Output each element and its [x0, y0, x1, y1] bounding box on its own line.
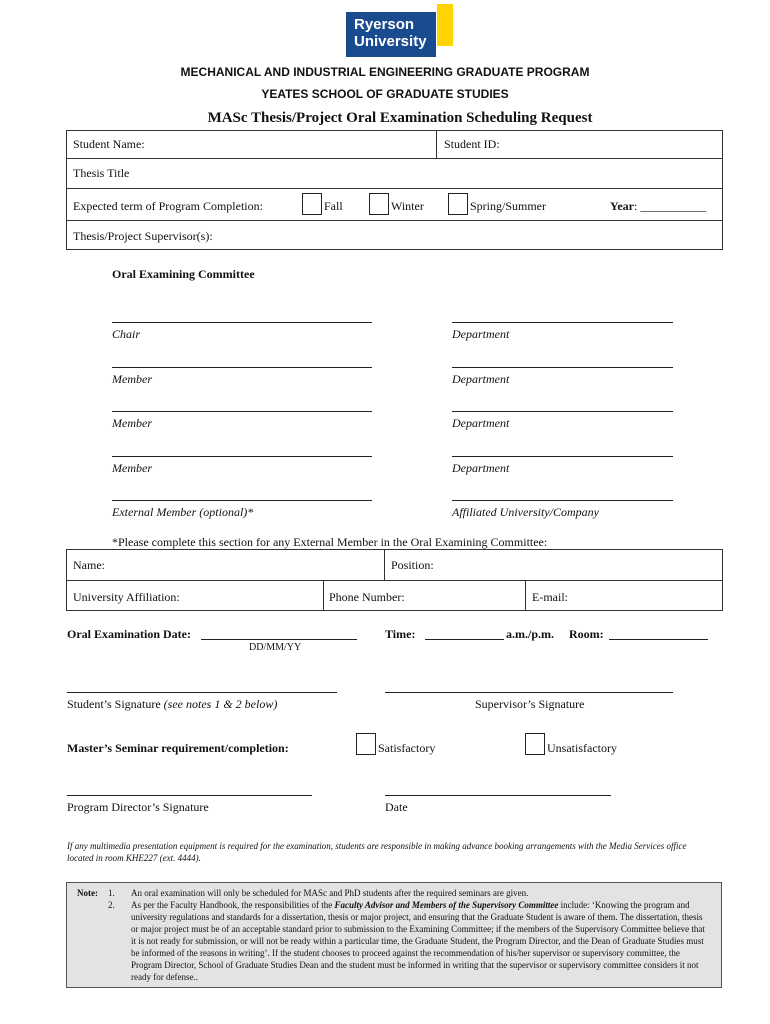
director-signature-label: Program Director’s Signature — [67, 800, 209, 814]
member2-line[interactable] — [112, 411, 372, 412]
student-signature-text: Student’s Signature — [67, 697, 161, 711]
director-signature-line[interactable] — [67, 795, 312, 796]
member1-dept-line[interactable] — [452, 367, 673, 368]
logo-accent-bar — [437, 4, 453, 46]
year-label: Year — [610, 199, 634, 213]
time-line[interactable] — [425, 639, 504, 640]
school-heading: YEATES SCHOOL OF GRADUATE STUDIES — [261, 87, 509, 101]
external-member-line[interactable] — [112, 500, 372, 501]
chair-dept-label: Department — [452, 327, 510, 341]
multimedia-note: If any multimedia presentation equipment is required for the examination, students are responsible in making advance booking arrangements with the Media Services office located in room KHE227 (ext. 4444). — [67, 841, 687, 863]
program-heading: MECHANICAL AND INDUSTRIAL ENGINEERING GRADUATE PROGRAM — [180, 65, 590, 79]
winter-label: Winter — [391, 199, 424, 213]
student-name-field[interactable]: Student Name: — [73, 137, 145, 151]
note-2-text — [131, 899, 711, 983]
member3-label: Member — [112, 461, 152, 475]
date-format-hint: DD/MM/YY — [249, 642, 302, 653]
note-1-text: An oral examination will only be scheduled for MASc and PhD students after the required seminars are given. — [131, 888, 529, 898]
unsatisfactory-label: Unsatisfactory — [547, 741, 617, 755]
note-2-number: 2. — [108, 900, 115, 910]
committee-heading: Oral Examining Committee — [112, 267, 255, 281]
student-id-field[interactable]: Student ID: — [444, 137, 500, 151]
satisfactory-label: Satisfactory — [378, 741, 436, 755]
logo-line1: Ryerson — [354, 16, 415, 33]
ampm-label: a.m./p.m. — [506, 627, 554, 641]
chair-dept-line[interactable] — [452, 322, 673, 323]
ryerson-logo — [346, 12, 436, 57]
member3-line[interactable] — [112, 456, 372, 457]
member1-line[interactable] — [112, 367, 372, 368]
date-line[interactable] — [385, 795, 611, 796]
external-note: *Please complete this section for any External Member in the Oral Examining Committee: — [112, 535, 548, 549]
ext-phone-field[interactable]: Phone Number: — [329, 590, 405, 604]
affiliation-line[interactable] — [452, 500, 673, 501]
ext-affiliation-field[interactable]: University Affiliation: — [73, 590, 180, 604]
external-member-label: External Member (optional)* — [112, 505, 254, 519]
chair-label: Chair — [112, 327, 141, 341]
expected-term-label: Expected term of Program Completion: — [73, 199, 263, 213]
supervisors-field[interactable]: Thesis/Project Supervisor(s): — [73, 229, 213, 243]
affiliation-label: Affiliated University/Company — [452, 505, 599, 519]
note-1-number: 1. — [108, 888, 115, 898]
logo-line2: University — [354, 33, 427, 50]
member3-dept-label: Department — [452, 461, 510, 475]
spring-summer-checkbox[interactable] — [448, 193, 468, 215]
satisfactory-checkbox[interactable] — [356, 733, 376, 755]
member2-dept-label: Department — [452, 416, 510, 430]
member2-label: Member — [112, 416, 152, 430]
exam-date-line[interactable] — [201, 639, 357, 640]
year-line: : ___________ — [634, 199, 707, 213]
unsatisfactory-checkbox[interactable] — [525, 733, 545, 755]
student-signature-note: (see notes 1 & 2 below) — [163, 697, 278, 711]
member1-label: Member — [112, 372, 152, 386]
spring-summer-label: Spring/Summer — [470, 199, 547, 213]
notes-label: Note: — [77, 888, 98, 898]
time-label: Time: — [385, 627, 416, 641]
chair-line[interactable] — [112, 322, 372, 323]
date-label: Date — [385, 800, 408, 814]
exam-date-label: Oral Examination Date: — [67, 627, 191, 641]
ext-name-field[interactable]: Name: — [73, 558, 105, 572]
thesis-title-field[interactable]: Thesis Title — [73, 166, 130, 180]
note-2-text-c: include: ‘Knowing the program and university regulations and standards for a dissertation, thesis or major project, and ensuring that the Graduate Student is aware of them. The dissertation, thesis or major project must be of an acceptable standard prior to submission to the Examining Committee; if the members of the Supervisory Committee believe that it is not ready for submission, or will not be ready within a particular time, the Graduate Student, the Program Director, and the Dean of Graduate Studies must be informed of the reasons in writing’. If the student chooses to proceed against the recommendation of his/her supervisor or supervisory committee, the Program Director, School of Graduate Studies Dean and the student must be informed in writing that the supervisor or supervisory committee considers it not ready for defense.. — [131, 900, 705, 982]
notes-box — [66, 882, 722, 988]
fall-checkbox[interactable] — [302, 193, 322, 215]
supervisor-signature-label: Supervisor’s Signature — [475, 697, 585, 711]
fall-label: Fall — [324, 199, 343, 213]
form-title: MASc Thesis/Project Oral Examination Scheduling Request — [207, 110, 593, 126]
note-2-text-a: As per the Faculty Handbook, the responsibilities of the — [131, 900, 335, 910]
room-label: Room: — [569, 627, 604, 641]
student-signature-label — [67, 697, 277, 712]
room-line[interactable] — [609, 639, 708, 640]
student-signature-line[interactable] — [67, 692, 337, 693]
member2-dept-line[interactable] — [452, 411, 673, 412]
year-field[interactable] — [610, 199, 706, 214]
winter-checkbox[interactable] — [369, 193, 389, 215]
supervisor-signature-line[interactable] — [385, 692, 673, 693]
seminar-label: Master’s Seminar requirement/completion: — [67, 741, 289, 755]
ext-position-field[interactable]: Position: — [391, 558, 434, 572]
ext-email-field[interactable]: E-mail: — [532, 590, 568, 604]
note-2-text-b: Faculty Advisor and Members of the Supervisory Committee — [334, 900, 559, 910]
member1-dept-label: Department — [452, 372, 510, 386]
member3-dept-line[interactable] — [452, 456, 673, 457]
